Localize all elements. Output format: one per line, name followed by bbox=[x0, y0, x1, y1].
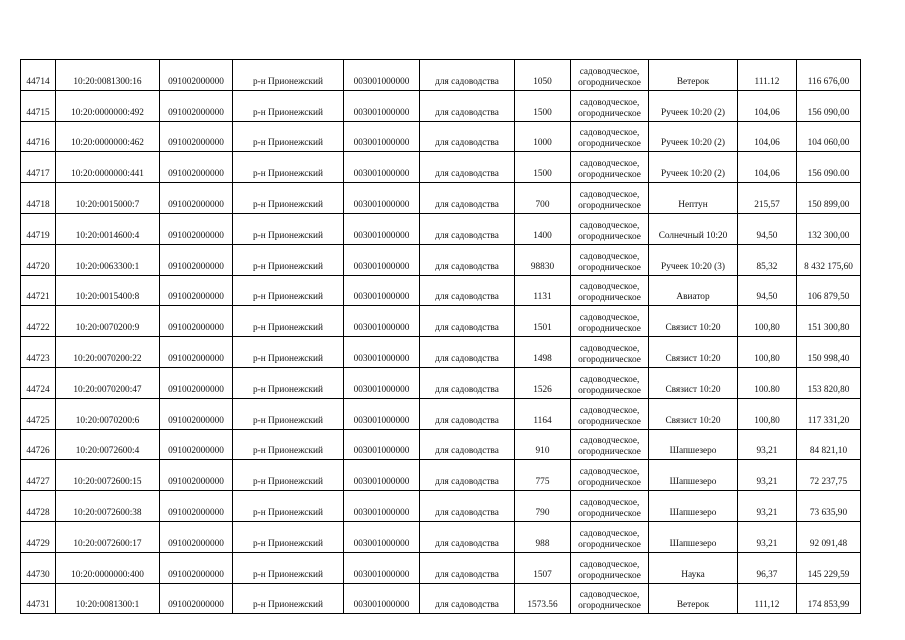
cadastral-number-cell: 10:20:0072600:4 bbox=[56, 429, 160, 460]
use-category-cell bbox=[571, 552, 649, 583]
settlement-name-cell: Ветерок bbox=[649, 60, 738, 91]
row-number-cell: 44726 bbox=[21, 429, 56, 460]
cadastral-number-cell: 10:20:0081300:16 bbox=[56, 60, 160, 91]
okato-code-cell: 091002000000 bbox=[160, 213, 233, 244]
land-use-cell: для садоводства bbox=[420, 60, 515, 91]
cadastral-number-cell: 10:20:0000000:462 bbox=[56, 121, 160, 152]
use-category-line: огородническое bbox=[578, 508, 641, 519]
oktmo-code-cell: 003001000000 bbox=[344, 552, 420, 583]
settlement-name-cell: Связист 10:20 bbox=[649, 306, 738, 337]
area-cell: 700 bbox=[515, 183, 571, 214]
area-cell: 1498 bbox=[515, 337, 571, 368]
land-use-cell: для садоводства bbox=[420, 213, 515, 244]
area-cell: 1501 bbox=[515, 306, 571, 337]
area-cell: 1500 bbox=[515, 152, 571, 183]
land-use-cell: для садоводства bbox=[420, 583, 515, 614]
oktmo-code-cell: 003001000000 bbox=[344, 429, 420, 460]
cadastral-value-cell: 73 635,90 bbox=[797, 491, 861, 522]
use-category-line: садоводческое, bbox=[579, 189, 640, 200]
use-category-line: садоводческое, bbox=[579, 528, 640, 539]
use-category-cell bbox=[571, 367, 649, 398]
district-cell: р-н Прионежский bbox=[233, 183, 344, 214]
rate-cell: 215,57 bbox=[738, 183, 797, 214]
oktmo-code-cell: 003001000000 bbox=[344, 306, 420, 337]
district-cell: р-н Прионежский bbox=[233, 60, 344, 91]
oktmo-code-cell: 003001000000 bbox=[344, 583, 420, 614]
use-category-line: огородническое bbox=[578, 539, 641, 550]
area-cell: 910 bbox=[515, 429, 571, 460]
okato-code-cell: 091002000000 bbox=[160, 60, 233, 91]
table-row bbox=[21, 244, 861, 275]
table-row bbox=[21, 429, 861, 460]
area-cell: 988 bbox=[515, 521, 571, 552]
use-category-line: огородническое bbox=[578, 139, 641, 150]
district-cell: р-н Прионежский bbox=[233, 491, 344, 522]
cadastral-value-cell: 156 090.00 bbox=[797, 152, 861, 183]
use-category-line: огородническое bbox=[578, 170, 641, 181]
settlement-name-cell: Ручеек 10:20 (3) bbox=[649, 244, 738, 275]
settlement-name-cell: Шапшезеро bbox=[649, 491, 738, 522]
use-category-line: огородническое bbox=[578, 447, 641, 458]
cadastral-value-cell: 150 998,40 bbox=[797, 337, 861, 368]
cadastral-value-cell: 153 820,80 bbox=[797, 367, 861, 398]
land-use-cell: для садоводства bbox=[420, 90, 515, 121]
rate-cell: 93,21 bbox=[738, 429, 797, 460]
table-row bbox=[21, 60, 861, 91]
rate-cell: 111,12 bbox=[738, 583, 797, 614]
settlement-name-cell: Шапшезеро bbox=[649, 429, 738, 460]
oktmo-code-cell: 003001000000 bbox=[344, 398, 420, 429]
cadastral-number-cell: 10:20:0070200:22 bbox=[56, 337, 160, 368]
row-number-cell: 44727 bbox=[21, 460, 56, 491]
cadastral-number-cell: 10:20:0015400:8 bbox=[56, 275, 160, 306]
use-category-line: огородническое bbox=[578, 354, 641, 365]
okato-code-cell: 091002000000 bbox=[160, 275, 233, 306]
row-number-cell: 44721 bbox=[21, 275, 56, 306]
use-category-line: садоводческое, bbox=[579, 590, 640, 601]
use-category-line: садоводческое, bbox=[579, 251, 640, 262]
area-cell: 1000 bbox=[515, 121, 571, 152]
use-category-line: огородническое bbox=[578, 77, 641, 88]
table-row bbox=[21, 337, 861, 368]
cadastral-number-cell: 10:20:0070200:47 bbox=[56, 367, 160, 398]
cadastral-value-cell: 132 300,00 bbox=[797, 213, 861, 244]
okato-code-cell: 091002000000 bbox=[160, 521, 233, 552]
settlement-name-cell: Связист 10:20 bbox=[649, 398, 738, 429]
okato-code-cell: 091002000000 bbox=[160, 90, 233, 121]
land-use-cell: для садоводства bbox=[420, 244, 515, 275]
cadastral-number-cell: 10:20:0015000:7 bbox=[56, 183, 160, 214]
area-cell: 1050 bbox=[515, 60, 571, 91]
table-row bbox=[21, 491, 861, 522]
district-cell: р-н Прионежский bbox=[233, 90, 344, 121]
land-use-cell: для садоводства bbox=[420, 460, 515, 491]
use-category-line: огородническое bbox=[578, 324, 641, 335]
row-number-cell: 44720 bbox=[21, 244, 56, 275]
cadastral-number-cell: 10:20:0072600:15 bbox=[56, 460, 160, 491]
use-category-line: огородническое bbox=[578, 108, 641, 119]
cadastral-value-cell: 92 091,48 bbox=[797, 521, 861, 552]
okato-code-cell: 091002000000 bbox=[160, 398, 233, 429]
table-row bbox=[21, 306, 861, 337]
rate-cell: 93,21 bbox=[738, 460, 797, 491]
use-category-cell bbox=[571, 583, 649, 614]
table-row bbox=[21, 521, 861, 552]
use-category-line: огородническое bbox=[578, 416, 641, 427]
table-row bbox=[21, 583, 861, 614]
cadastral-value-cell: 116 676,00 bbox=[797, 60, 861, 91]
use-category-line: огородническое bbox=[578, 570, 641, 581]
cadastral-number-cell: 10:20:0000000:400 bbox=[56, 552, 160, 583]
table-row bbox=[21, 183, 861, 214]
table-row bbox=[21, 213, 861, 244]
cadastral-value-cell: 145 229,59 bbox=[797, 552, 861, 583]
oktmo-code-cell: 003001000000 bbox=[344, 152, 420, 183]
area-cell: 98830 bbox=[515, 244, 571, 275]
cadastral-value-cell: 72 237,75 bbox=[797, 460, 861, 491]
area-cell: 1164 bbox=[515, 398, 571, 429]
land-use-cell: для садоводства bbox=[420, 367, 515, 398]
rate-cell: 100,80 bbox=[738, 398, 797, 429]
table-row bbox=[21, 367, 861, 398]
okato-code-cell: 091002000000 bbox=[160, 429, 233, 460]
use-category-cell bbox=[571, 213, 649, 244]
use-category-cell bbox=[571, 429, 649, 460]
land-use-cell: для садоводства bbox=[420, 521, 515, 552]
use-category-cell bbox=[571, 306, 649, 337]
land-use-cell: для садоводства bbox=[420, 183, 515, 214]
row-number-cell: 44718 bbox=[21, 183, 56, 214]
cadastral-value-cell: 151 300,80 bbox=[797, 306, 861, 337]
use-category-cell bbox=[571, 491, 649, 522]
okato-code-cell: 091002000000 bbox=[160, 552, 233, 583]
cadastral-value-cell: 106 879,50 bbox=[797, 275, 861, 306]
use-category-cell bbox=[571, 460, 649, 491]
row-number-cell: 44729 bbox=[21, 521, 56, 552]
row-number-cell: 44714 bbox=[21, 60, 56, 91]
land-use-cell: для садоводства bbox=[420, 429, 515, 460]
use-category-line: садоводческое, bbox=[579, 220, 640, 231]
use-category-line: огородническое bbox=[578, 385, 641, 396]
settlement-name-cell: Авиатор bbox=[649, 275, 738, 306]
cadastral-number-cell: 10:20:0081300:1 bbox=[56, 583, 160, 614]
oktmo-code-cell: 003001000000 bbox=[344, 460, 420, 491]
rate-cell: 104,06 bbox=[738, 152, 797, 183]
land-use-cell: для садоводства bbox=[420, 491, 515, 522]
cadastral-number-cell: 10:20:0014600:4 bbox=[56, 213, 160, 244]
okato-code-cell: 091002000000 bbox=[160, 183, 233, 214]
row-number-cell: 44715 bbox=[21, 90, 56, 121]
rate-cell: 111.12 bbox=[738, 60, 797, 91]
district-cell: р-н Прионежский bbox=[233, 460, 344, 491]
rate-cell: 93,21 bbox=[738, 521, 797, 552]
oktmo-code-cell: 003001000000 bbox=[344, 367, 420, 398]
settlement-name-cell: Шапшезеро bbox=[649, 460, 738, 491]
cadastral-number-cell: 10:20:0063300:1 bbox=[56, 244, 160, 275]
use-category-line: садоводческое, bbox=[579, 97, 640, 108]
settlement-name-cell: Нептун bbox=[649, 183, 738, 214]
oktmo-code-cell: 003001000000 bbox=[344, 90, 420, 121]
table-row bbox=[21, 552, 861, 583]
table-row bbox=[21, 275, 861, 306]
row-number-cell: 44725 bbox=[21, 398, 56, 429]
rate-cell: 94,50 bbox=[738, 275, 797, 306]
rate-cell: 100.80 bbox=[738, 367, 797, 398]
district-cell: р-н Прионежский bbox=[233, 275, 344, 306]
row-number-cell: 44724 bbox=[21, 367, 56, 398]
okato-code-cell: 091002000000 bbox=[160, 244, 233, 275]
use-category-line: огородническое bbox=[578, 601, 641, 612]
use-category-line: садоводческое, bbox=[579, 467, 640, 478]
area-cell: 1526 bbox=[515, 367, 571, 398]
okato-code-cell: 091002000000 bbox=[160, 583, 233, 614]
row-number-cell: 44731 bbox=[21, 583, 56, 614]
settlement-name-cell: Ручеек 10:20 (2) bbox=[649, 152, 738, 183]
row-number-cell: 44717 bbox=[21, 152, 56, 183]
oktmo-code-cell: 003001000000 bbox=[344, 337, 420, 368]
use-category-cell bbox=[571, 337, 649, 368]
use-category-line: садоводческое, bbox=[579, 159, 640, 170]
district-cell: р-н Прионежский bbox=[233, 152, 344, 183]
use-category-cell bbox=[571, 244, 649, 275]
table-row bbox=[21, 121, 861, 152]
district-cell: р-н Прионежский bbox=[233, 429, 344, 460]
oktmo-code-cell: 003001000000 bbox=[344, 244, 420, 275]
rate-cell: 94,50 bbox=[738, 213, 797, 244]
use-category-line: огородническое bbox=[578, 231, 641, 242]
settlement-name-cell: Солнечный 10:20 bbox=[649, 213, 738, 244]
use-category-cell bbox=[571, 183, 649, 214]
area-cell: 790 bbox=[515, 491, 571, 522]
use-category-cell bbox=[571, 60, 649, 91]
oktmo-code-cell: 003001000000 bbox=[344, 213, 420, 244]
okato-code-cell: 091002000000 bbox=[160, 367, 233, 398]
use-category-line: садоводческое, bbox=[579, 559, 640, 570]
row-number-cell: 44730 bbox=[21, 552, 56, 583]
table-row bbox=[21, 460, 861, 491]
cadastral-value-cell: 8 432 175,60 bbox=[797, 244, 861, 275]
use-category-cell bbox=[571, 275, 649, 306]
district-cell: р-н Прионежский bbox=[233, 213, 344, 244]
oktmo-code-cell: 003001000000 bbox=[344, 521, 420, 552]
cadastral-value-cell: 156 090,00 bbox=[797, 90, 861, 121]
use-category-cell bbox=[571, 152, 649, 183]
land-use-cell: для садоводства bbox=[420, 552, 515, 583]
row-number-cell: 44716 bbox=[21, 121, 56, 152]
use-category-line: садоводческое, bbox=[579, 497, 640, 508]
district-cell: р-н Прионежский bbox=[233, 398, 344, 429]
use-category-cell bbox=[571, 90, 649, 121]
oktmo-code-cell: 003001000000 bbox=[344, 183, 420, 214]
cadastral-number-cell: 10:20:0000000:492 bbox=[56, 90, 160, 121]
oktmo-code-cell: 003001000000 bbox=[344, 60, 420, 91]
area-cell: 1573.56 bbox=[515, 583, 571, 614]
land-use-cell: для садоводства bbox=[420, 398, 515, 429]
district-cell: р-н Прионежский bbox=[233, 552, 344, 583]
oktmo-code-cell: 003001000000 bbox=[344, 491, 420, 522]
area-cell: 1500 bbox=[515, 90, 571, 121]
rate-cell: 104,06 bbox=[738, 90, 797, 121]
settlement-name-cell: Ручеек 10:20 (2) bbox=[649, 90, 738, 121]
use-category-line: огородническое bbox=[578, 293, 641, 304]
cadastral-value-cell: 84 821,10 bbox=[797, 429, 861, 460]
district-cell: р-н Прионежский bbox=[233, 121, 344, 152]
table-row bbox=[21, 152, 861, 183]
district-cell: р-н Прионежский bbox=[233, 306, 344, 337]
okato-code-cell: 091002000000 bbox=[160, 121, 233, 152]
use-category-cell bbox=[571, 121, 649, 152]
use-category-cell bbox=[571, 521, 649, 552]
okato-code-cell: 091002000000 bbox=[160, 337, 233, 368]
row-number-cell: 44719 bbox=[21, 213, 56, 244]
area-cell: 775 bbox=[515, 460, 571, 491]
settlement-name-cell: Связист 10:20 bbox=[649, 367, 738, 398]
district-cell: р-н Прионежский bbox=[233, 583, 344, 614]
settlement-name-cell: Наука bbox=[649, 552, 738, 583]
use-category-line: садоводческое, bbox=[579, 405, 640, 416]
row-number-cell: 44722 bbox=[21, 306, 56, 337]
cadastral-number-cell: 10:20:0070200:9 bbox=[56, 306, 160, 337]
settlement-name-cell: Ветерок bbox=[649, 583, 738, 614]
cadastral-value-cell: 150 899,00 bbox=[797, 183, 861, 214]
use-category-line: садоводческое, bbox=[579, 343, 640, 354]
land-use-cell: для садоводства bbox=[420, 337, 515, 368]
use-category-line: садоводческое, bbox=[579, 128, 640, 139]
rate-cell: 96,37 bbox=[738, 552, 797, 583]
rate-cell: 93,21 bbox=[738, 491, 797, 522]
use-category-line: садоводческое, bbox=[579, 374, 640, 385]
cadastral-number-cell: 10:20:0072600:17 bbox=[56, 521, 160, 552]
use-category-line: садоводческое, bbox=[579, 436, 640, 447]
district-cell: р-н Прионежский bbox=[233, 244, 344, 275]
cadastral-value-cell: 104 060,00 bbox=[797, 121, 861, 152]
cadastral-value-cell: 117 331,20 bbox=[797, 398, 861, 429]
table-row bbox=[21, 90, 861, 121]
table-body bbox=[21, 60, 861, 614]
settlement-name-cell: Шапшезеро bbox=[649, 521, 738, 552]
use-category-line: огородническое bbox=[578, 478, 641, 489]
use-category-line: огородническое bbox=[578, 200, 641, 211]
area-cell: 1131 bbox=[515, 275, 571, 306]
use-category-line: садоводческое, bbox=[579, 282, 640, 293]
oktmo-code-cell: 003001000000 bbox=[344, 275, 420, 306]
use-category-cell bbox=[571, 398, 649, 429]
cadastral-number-cell: 10:20:0070200:6 bbox=[56, 398, 160, 429]
land-use-cell: для садоводства bbox=[420, 306, 515, 337]
district-cell: р-н Прионежский bbox=[233, 337, 344, 368]
settlement-name-cell: Связист 10:20 bbox=[649, 337, 738, 368]
area-cell: 1400 bbox=[515, 213, 571, 244]
area-cell: 1507 bbox=[515, 552, 571, 583]
rate-cell: 104,06 bbox=[738, 121, 797, 152]
land-use-cell: для садоводства bbox=[420, 121, 515, 152]
table-row bbox=[21, 398, 861, 429]
okato-code-cell: 091002000000 bbox=[160, 152, 233, 183]
district-cell: р-н Прионежский bbox=[233, 367, 344, 398]
land-use-cell: для садоводства bbox=[420, 152, 515, 183]
rate-cell: 85,32 bbox=[738, 244, 797, 275]
settlement-name-cell: Ручеек 10:20 (2) bbox=[649, 121, 738, 152]
row-number-cell: 44723 bbox=[21, 337, 56, 368]
okato-code-cell: 091002000000 bbox=[160, 491, 233, 522]
use-category-line: садоводческое, bbox=[579, 313, 640, 324]
okato-code-cell: 091002000000 bbox=[160, 306, 233, 337]
oktmo-code-cell: 003001000000 bbox=[344, 121, 420, 152]
okato-code-cell: 091002000000 bbox=[160, 460, 233, 491]
use-category-line: огородническое bbox=[578, 262, 641, 273]
rate-cell: 100,80 bbox=[738, 337, 797, 368]
cadastral-value-cell: 174 853,99 bbox=[797, 583, 861, 614]
district-cell: р-н Прионежский bbox=[233, 521, 344, 552]
cadastral-number-cell: 10:20:0072600:38 bbox=[56, 491, 160, 522]
rate-cell: 100,80 bbox=[738, 306, 797, 337]
cadastral-number-cell: 10:20:0000000:441 bbox=[56, 152, 160, 183]
land-plots-table bbox=[20, 59, 861, 614]
land-use-cell: для садоводства bbox=[420, 275, 515, 306]
row-number-cell: 44728 bbox=[21, 491, 56, 522]
use-category-line: садоводческое, bbox=[579, 66, 640, 77]
